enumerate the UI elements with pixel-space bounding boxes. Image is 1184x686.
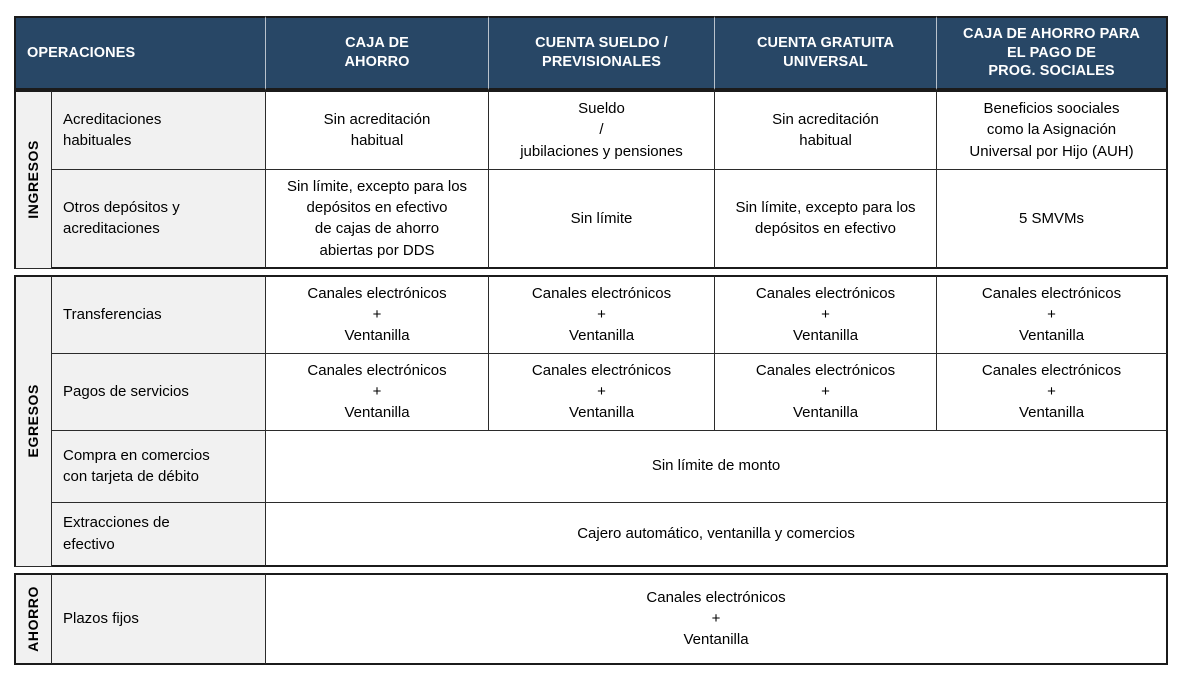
table-row (14, 573, 1168, 665)
header-line: EL PAGO DE (1006, 44, 1097, 61)
group-label-egresos (14, 275, 52, 567)
row-label-line: Acreditaciones (63, 110, 162, 128)
cell-line: Ventanilla (1018, 327, 1085, 345)
cell-line: Canales electrónicos (307, 361, 447, 379)
row-label-line: Otros depósitos y (63, 198, 180, 216)
cell-line: Sueldo (578, 100, 625, 118)
cell-line: Ventanilla (683, 631, 749, 649)
cell-line: Sin límite de monto (651, 457, 781, 475)
cell-line: + (372, 383, 382, 401)
row-label-line: Pagos de servicios (63, 383, 189, 401)
row-label-line: habituales (63, 132, 132, 150)
cell-line: habitual (799, 132, 852, 150)
row-label-line: Extracciones de (63, 514, 170, 532)
row-label-line: Compra en comercios (63, 446, 210, 464)
cell-line: Universal por Hijo (AUH) (969, 142, 1134, 160)
header-cell-cuenta-sueldo-previsionales (489, 16, 715, 90)
cell-line: Ventanilla (792, 327, 859, 345)
table-row (14, 503, 1168, 567)
row-label-line: Transferencias (63, 306, 162, 324)
cell-value (266, 170, 489, 269)
cell-line: Sin acreditación (772, 110, 879, 128)
cell-line: + (711, 609, 721, 627)
cell-line: Canales electrónicos (531, 284, 672, 302)
cell-line: Beneficios soociales (983, 100, 1120, 118)
cell-line: + (821, 383, 830, 401)
operations-table-container (14, 16, 1168, 665)
cell-line: + (372, 306, 382, 324)
row-label-acreditaciones-habituales (52, 90, 266, 170)
cell-value (266, 90, 489, 170)
cell-line: Ventanilla (344, 404, 410, 422)
table-body (14, 90, 1168, 665)
header-cell-operaciones: OPERACIONES (14, 16, 266, 90)
cell-line: jubilaciones y pensiones (520, 142, 683, 160)
cell-line: Sin límite, excepto para los (735, 198, 916, 216)
cell-line: / (599, 121, 604, 139)
header-line: CUENTA SUELDO / (535, 35, 668, 52)
header-line: UNIVERSAL (783, 53, 868, 70)
cell-line: Sin límite, excepto para los (286, 177, 468, 195)
cell-line: + (597, 306, 606, 324)
cell-line: + (1047, 306, 1056, 324)
header-line: PROG. SOCIALES (988, 63, 1115, 80)
cell-value-merged (266, 503, 1168, 567)
cell-line: + (821, 306, 830, 324)
cell-value (489, 354, 715, 431)
table-row (14, 354, 1168, 431)
row-label-plazos-fijos (52, 573, 266, 665)
cell-value (715, 90, 937, 170)
cell-line: Canales electrónicos (307, 284, 447, 302)
header-cell-caja-ahorro-prog-sociales (937, 16, 1168, 90)
cell-value (715, 354, 937, 431)
header-line: CUENTA GRATUITA (756, 35, 895, 52)
row-label-compra-en-comercios (52, 431, 266, 503)
cell-line: Ventanilla (792, 404, 859, 422)
row-label-line: Plazos fijos (63, 609, 139, 627)
group-label-ingresos (14, 90, 52, 269)
cell-line: + (1047, 383, 1056, 401)
cell-line: depósitos en efectivo (755, 220, 896, 238)
row-label-otros-depositos (52, 170, 266, 269)
header-line: AHORRO (344, 53, 410, 70)
cell-line: como la Asignación (986, 121, 1117, 139)
cell-line: Canales electrónicos (981, 284, 1122, 302)
cell-value (266, 354, 489, 431)
operations-table (14, 16, 1168, 665)
cell-line: abiertas por DDS (319, 241, 435, 259)
cell-line: depósitos en efectivo (306, 198, 448, 216)
cell-line: Sin límite (570, 209, 633, 227)
header-line: PREVISIONALES (542, 53, 661, 70)
cell-line: Canales electrónicos (755, 361, 896, 379)
cell-value (715, 170, 937, 269)
row-label-extracciones-de-efectivo (52, 503, 266, 567)
group-label-ahorro (14, 573, 52, 665)
cell-line: Canales electrónicos (981, 361, 1122, 379)
cell-line: Ventanilla (1018, 404, 1085, 422)
table-row (14, 170, 1168, 269)
cell-line: 5 SMVMs (1019, 209, 1085, 227)
cell-line: + (597, 383, 606, 401)
cell-line: Cajero automático, ventanilla y comercios (577, 524, 855, 542)
table-row (14, 90, 1168, 170)
cell-line: Ventanilla (568, 327, 635, 345)
cell-line: Sin acreditación (323, 110, 431, 128)
header-line: CAJA DE (345, 35, 409, 52)
row-label-transferencias (52, 275, 266, 354)
group-label-text: EGRESOS (24, 384, 41, 458)
cell-value (937, 275, 1168, 354)
row-label-line: con tarjeta de débito (63, 468, 199, 486)
cell-value-merged (266, 573, 1168, 665)
table-row (14, 275, 1168, 354)
cell-value-merged (266, 431, 1168, 503)
header-line: CAJA DE AHORRO PARA (963, 26, 1140, 42)
row-label-pagos-de-servicios (52, 354, 266, 431)
cell-value (489, 90, 715, 170)
table-row (14, 431, 1168, 503)
group-label-text: AHORRO (24, 585, 41, 652)
row-label-line: efectivo (63, 535, 115, 553)
cell-value (937, 90, 1168, 170)
cell-line: Ventanilla (568, 404, 635, 422)
group-label-text: INGRESOS (24, 140, 41, 220)
cell-value (937, 170, 1168, 269)
header-cell-caja-de-ahorro (266, 16, 489, 90)
row-label-line: acreditaciones (63, 220, 160, 238)
cell-value (715, 275, 937, 354)
cell-value (489, 170, 715, 269)
header-row (14, 16, 1168, 90)
header-cell-cuenta-gratuita-universal (715, 16, 937, 90)
cell-line: Ventanilla (344, 327, 410, 345)
cell-value (937, 354, 1168, 431)
cell-line: Canales electrónicos (755, 284, 896, 302)
cell-value (266, 275, 489, 354)
cell-line: de cajas de ahorro (314, 220, 440, 238)
cell-value (489, 275, 715, 354)
cell-line: habitual (350, 132, 404, 150)
cell-line: Canales electrónicos (531, 361, 672, 379)
table-header (14, 16, 1168, 90)
cell-line: Canales electrónicos (646, 588, 786, 606)
